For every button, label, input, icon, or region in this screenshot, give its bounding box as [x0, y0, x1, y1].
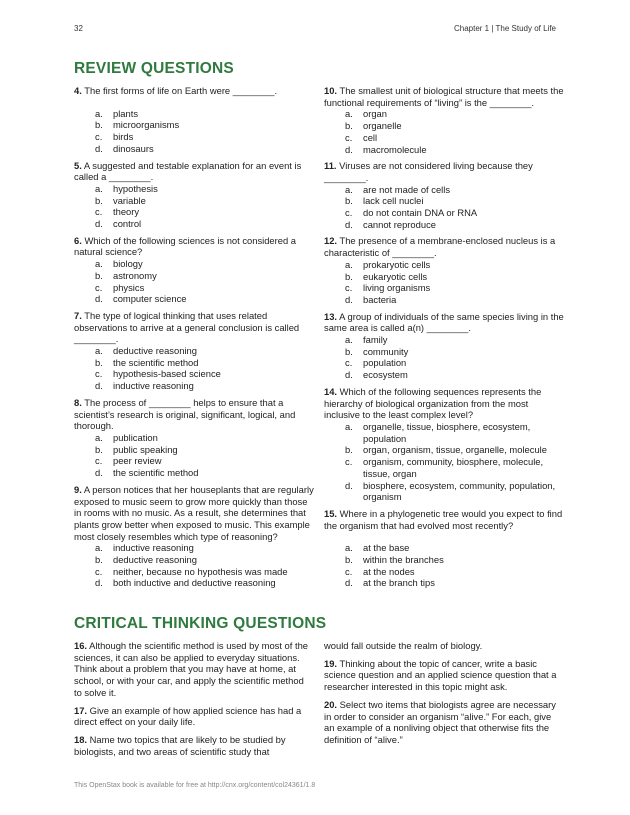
answer-options: [74, 183, 314, 230]
critical-right-column: [324, 640, 564, 752]
option-letter: d.: [95, 577, 103, 589]
option-text: organism, community, biosphere, molecule, tissue, organ: [363, 456, 544, 479]
option-letter: b.: [345, 270, 353, 282]
answer-option: [74, 357, 314, 369]
question-body: A suggested and testable explanation for an event is called a ________.: [74, 159, 302, 183]
answer-option: [74, 432, 314, 444]
review-question: [324, 235, 564, 305]
question-number: 15.: [324, 507, 338, 519]
question-text: [324, 508, 564, 531]
answer-option: [74, 143, 314, 155]
answer-option: [74, 554, 314, 566]
option-text: physics: [113, 281, 145, 293]
question-number: 20.: [324, 698, 338, 710]
option-text: family: [363, 334, 388, 346]
answer-option: [74, 108, 314, 120]
option-letter: d.: [345, 143, 353, 155]
question-text: [74, 484, 314, 543]
option-letter: c.: [95, 281, 103, 293]
question-body: Although the scientific method is used by most of the sciences, it can also be applied to everyday situations. Think about a problem that you may have at home, at school, or with your car, and apply the scientific method to solve it.: [74, 640, 309, 698]
answer-option: [74, 577, 314, 589]
option-letter: b.: [345, 554, 353, 566]
option-letter: c.: [345, 131, 353, 143]
option-text: birds: [113, 131, 134, 143]
option-letter: d.: [95, 142, 103, 154]
option-letter: a.: [95, 107, 103, 119]
option-letter: a.: [345, 542, 353, 554]
review-question: [74, 235, 314, 305]
option-letter: d.: [95, 293, 103, 305]
answer-option: [324, 271, 564, 283]
option-letter: b.: [345, 120, 353, 132]
review-question: [324, 311, 564, 381]
option-text: prokaryotic cells: [363, 258, 431, 270]
option-letter: a.: [95, 345, 103, 357]
option-letter: c.: [95, 131, 103, 143]
answer-option: [74, 345, 314, 357]
question-number: 8.: [74, 396, 82, 408]
question-number: 4.: [74, 85, 82, 96]
option-text: cell: [363, 131, 378, 143]
option-text: peer review: [113, 455, 162, 467]
answer-option: [324, 369, 564, 381]
question-number: 17.: [74, 704, 88, 716]
option-text: hypothesis: [113, 182, 158, 194]
option-text: cannot reproduce: [363, 218, 436, 230]
question-body: Give an example of how applied science has had a direct effect on your daily life.: [74, 704, 302, 728]
option-letter: a.: [345, 420, 353, 432]
question-text: [324, 699, 564, 746]
answer-option: [324, 456, 564, 479]
critical-question: [74, 705, 314, 728]
option-text: deductive reasoning: [113, 554, 197, 566]
option-letter: b.: [345, 444, 353, 456]
question-number: 6.: [74, 234, 82, 246]
option-text: macromolecule: [363, 143, 427, 155]
option-text: both inductive and deductive reasoning: [113, 577, 276, 589]
option-text: within the branches: [363, 554, 444, 566]
question-text: [324, 658, 564, 693]
question-body: The process of ________ helps to ensure that a scientist’s research is original, significant, logical, and thorough.: [74, 396, 296, 432]
answer-option: [74, 444, 314, 456]
answer-option: [324, 219, 564, 231]
question-text: [74, 397, 314, 432]
page-number: 32: [74, 24, 83, 33]
option-text: plants: [113, 107, 139, 119]
option-letter: d.: [95, 218, 103, 230]
review-question: [74, 85, 314, 155]
question-text: [324, 85, 564, 108]
review-question: [74, 160, 314, 230]
answer-option: [324, 444, 564, 456]
question-text: [74, 85, 314, 97]
question-text: [74, 160, 314, 183]
answer-option: [74, 282, 314, 294]
question-body: Thinking about the topic of cancer, write a basic science question and an applied science question that a researcher interested in this topic might ask.: [324, 657, 557, 693]
question-body: The first forms of life on Earth were ________.: [84, 85, 278, 96]
review-right-column: [324, 85, 564, 594]
option-text: at the branch tips: [363, 577, 435, 589]
question-text: [324, 311, 564, 334]
review-question: [324, 508, 564, 589]
answer-option: [324, 108, 564, 120]
question-number: 16.: [74, 640, 88, 651]
answer-options: [324, 108, 564, 155]
critical-left-column: [74, 640, 314, 763]
question-body: Where in a phylogenetic tree would you expect to find the organism that had evolved most recently?: [324, 507, 563, 531]
critical-question-continued: [324, 640, 564, 652]
question-number: 14.: [324, 385, 338, 397]
review-question: [74, 397, 314, 479]
question-number: 18.: [74, 733, 88, 745]
option-text: biosphere, ecosystem, community, population, organism: [363, 479, 556, 503]
question-number: 19.: [324, 657, 338, 669]
answer-option: [74, 368, 314, 380]
option-text: hypothesis-based science: [113, 368, 221, 380]
answer-options: [74, 345, 314, 392]
answer-option: [74, 293, 314, 305]
option-text: microorganisms: [113, 119, 180, 131]
answer-option: [324, 259, 564, 271]
answer-option: [324, 144, 564, 156]
option-letter: a.: [95, 431, 103, 443]
option-text: organelle, tissue, biosphere, ecosystem, population: [363, 420, 531, 444]
question-number: 12.: [324, 235, 338, 247]
answer-option: [74, 183, 314, 195]
question-text: [74, 640, 314, 699]
critical-question: [74, 734, 314, 757]
question-body: The type of logical thinking that uses related observations to arrive at a general conclusion is called ________.: [74, 309, 300, 345]
answer-options: [324, 542, 564, 589]
option-letter: d.: [95, 467, 103, 479]
review-question: [324, 85, 564, 155]
option-text: publication: [113, 431, 158, 443]
question-body: would fall outside the realm of biology.: [324, 640, 483, 651]
option-text: living organisms: [363, 282, 431, 294]
question-body: Select two items that biologists agree are necessary in order to consider an organism “alive.” For each, give an example of a nonliving object that otherwise fits the definition of “alive.”: [324, 698, 556, 745]
question-text: [324, 160, 564, 183]
answer-option: [324, 120, 564, 132]
answer-option: [74, 542, 314, 554]
review-question: [324, 386, 564, 503]
answer-options: [74, 542, 314, 589]
answer-options: [324, 259, 564, 306]
option-text: dinosaurs: [113, 142, 154, 154]
option-letter: c.: [95, 565, 103, 577]
answer-options: [74, 108, 314, 155]
option-letter: b.: [95, 119, 103, 131]
option-text: organ: [363, 108, 387, 120]
option-text: computer science: [113, 293, 187, 305]
question-body: Which of the following sequences represents the hierarchy of biological organization from the most inclusive to the least complex level?: [324, 385, 542, 421]
question-number: 13.: [324, 310, 338, 322]
answer-options: [74, 432, 314, 479]
option-letter: a.: [95, 258, 103, 270]
option-letter: b.: [95, 443, 103, 455]
answer-option: [74, 131, 314, 143]
answer-option: [324, 207, 564, 219]
option-text: control: [113, 218, 142, 230]
option-letter: a.: [95, 182, 103, 194]
option-text: at the base: [363, 542, 410, 554]
answer-options: [74, 258, 314, 305]
question-number: 5.: [74, 159, 82, 171]
answer-option: [324, 346, 564, 358]
answer-option: [324, 294, 564, 306]
critical-question: [74, 640, 314, 699]
option-text: ecosystem: [363, 369, 408, 381]
review-questions-heading: REVIEW QUESTIONS: [74, 60, 234, 77]
option-text: theory: [113, 206, 140, 218]
question-number: 9.: [74, 483, 82, 495]
answer-option: [74, 258, 314, 270]
answer-options: [324, 334, 564, 381]
option-letter: c.: [345, 565, 353, 577]
answer-option: [324, 421, 564, 444]
question-body: A person notices that her houseplants that are regularly exposed to music seem to grow more quickly than those in rooms with no music. As a result, she determines that plants grow better when exposed to music. This example most closely resembles which type of reasoning?: [74, 483, 314, 542]
option-letter: c.: [345, 456, 353, 468]
option-text: bacteria: [363, 293, 397, 305]
answer-option: [324, 577, 564, 589]
critical-question: [324, 699, 564, 746]
answer-option: [324, 480, 564, 503]
option-text: neither, because no hypothesis was made: [113, 565, 288, 577]
question-number: 10.: [324, 85, 338, 96]
answer-options: [324, 421, 564, 503]
answer-option: [74, 270, 314, 282]
answer-option: [324, 132, 564, 144]
question-text: [74, 310, 314, 345]
critical-thinking-heading: CRITICAL THINKING QUESTIONS: [74, 615, 327, 632]
option-letter: a.: [345, 183, 353, 195]
option-text: at the nodes: [363, 565, 415, 577]
question-number: 7.: [74, 309, 82, 321]
option-letter: d.: [345, 577, 353, 589]
option-text: the scientific method: [113, 467, 199, 479]
option-letter: c.: [95, 206, 103, 218]
critical-question: [324, 658, 564, 693]
option-text: public speaking: [113, 443, 178, 455]
option-letter: a.: [95, 542, 103, 554]
option-letter: d.: [345, 369, 353, 381]
option-letter: d.: [345, 479, 353, 491]
option-text: do not contain DNA or RNA: [363, 207, 478, 219]
option-letter: a.: [345, 258, 353, 270]
answer-option: [74, 119, 314, 131]
question-text: [74, 734, 314, 757]
question-text: [74, 705, 314, 728]
answer-option: [324, 195, 564, 207]
option-letter: b.: [95, 554, 103, 566]
option-text: organelle: [363, 120, 402, 132]
option-text: the scientific method: [113, 356, 199, 368]
question-body: A group of individuals of the same species living in the same area is called a(n) ________.: [324, 310, 564, 334]
question-text: [324, 235, 564, 258]
answer-option: [74, 380, 314, 392]
option-letter: c.: [345, 207, 353, 219]
question-body: Which of the following sciences is not considered a natural science?: [74, 234, 297, 258]
option-letter: c.: [95, 455, 103, 467]
answer-option: [324, 282, 564, 294]
option-text: inductive reasoning: [113, 380, 194, 392]
option-letter: b.: [345, 345, 353, 357]
question-text: [324, 386, 564, 421]
option-text: are not made of cells: [363, 183, 451, 195]
option-text: biology: [113, 258, 143, 270]
question-number: 11.: [324, 160, 337, 172]
review-left-column: [74, 85, 314, 594]
answer-option: [74, 455, 314, 467]
answer-option: [324, 566, 564, 578]
chapter-header: Chapter 1 | The Study of Life: [454, 24, 556, 33]
option-text: population: [363, 357, 407, 369]
answer-option: [324, 357, 564, 369]
option-text: inductive reasoning: [113, 542, 194, 554]
option-letter: b.: [95, 356, 103, 368]
option-letter: c.: [345, 357, 353, 369]
answer-option: [74, 218, 314, 230]
answer-option: [324, 542, 564, 554]
option-letter: a.: [345, 334, 353, 346]
option-letter: d.: [345, 218, 353, 230]
question-body: The smallest unit of biological structure that meets the functional requirements of “living” is the ________.: [324, 85, 564, 108]
option-text: deductive reasoning: [113, 345, 197, 357]
answer-option: [324, 184, 564, 196]
answer-option: [324, 334, 564, 346]
review-question: [324, 160, 564, 230]
option-text: eukaryotic cells: [363, 270, 428, 282]
option-letter: d.: [345, 293, 353, 305]
option-letter: b.: [345, 195, 353, 207]
option-letter: c.: [95, 368, 103, 380]
question-text: [74, 235, 314, 258]
answer-option: [74, 195, 314, 207]
option-text: lack cell nuclei: [363, 195, 424, 207]
option-text: astronomy: [113, 269, 157, 281]
option-letter: b.: [95, 194, 103, 206]
option-letter: c.: [345, 282, 353, 294]
option-letter: b.: [95, 269, 103, 281]
answer-option: [74, 206, 314, 218]
answer-options: [324, 184, 564, 231]
question-body: Name two topics that are likely to be studied by biologists, and two areas of scientific study that: [74, 733, 286, 757]
option-letter: d.: [95, 380, 103, 392]
option-letter: a.: [345, 108, 353, 120]
answer-option: [74, 566, 314, 578]
answer-option: [324, 554, 564, 566]
question-body: Viruses are not considered living because they ________.: [324, 160, 533, 183]
answer-option: [74, 467, 314, 479]
footer-note: This OpenStax book is available for free at http://cnx.org/content/col24361/1.8: [74, 782, 316, 789]
review-question: [74, 310, 314, 392]
review-question: [74, 484, 314, 589]
option-text: organ, organism, tissue, organelle, molecule: [363, 444, 547, 456]
question-body: The presence of a membrane-enclosed nucleus is a characteristic of ________.: [324, 235, 556, 259]
option-text: variable: [113, 194, 146, 206]
option-text: community: [363, 345, 409, 357]
